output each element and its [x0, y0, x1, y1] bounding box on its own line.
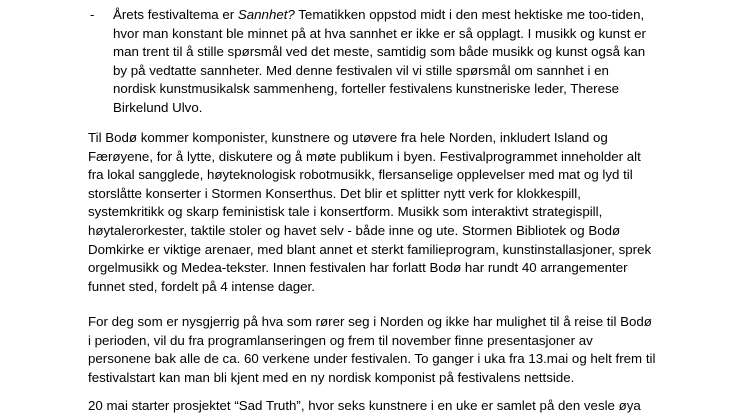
paragraph-presentations: For deg som er nysgjerrig på hva som rører seg i Norden og ikke har mulighet til å reise til Bodø i perioden, vil du fra programlanseringen og frem til november finne presentasjoner av personene bak alle de ca. 60 verkene under festivalen. To ganger i uka fra 13.mai og helt frem til festivalstart kan man bli kjent med en ny nordisk komponist på festivalens nettside. [88, 314, 656, 385]
festival-theme-emphasis: Sannhet? [237, 7, 295, 22]
bullet-text-start: Årets festivaltema er [113, 7, 238, 22]
paragraph-sad-truth: 20 mai starter prosjektet “Sad Truth”, hvor seks kunstnere i en uke er samlet på den vesle øya [88, 398, 641, 413]
bullet-item [90, 6, 653, 118]
bullet-text-rest: Tematikken oppstod midt i den mest hektiske me too-tiden, hvor man konstant ble minnet på at hva sannhet er ikke er så opplagt. I musikk og kunst er man trent til å stille spørsmål ved det meste, samtidig som både musikk og kunst også kan by på vedtatte sannheter. Med denne festivalen vil vi stille spørsmål om sannhet i en nordisk kunstmusikalsk sammenheng, forteller festivalens kunstneriske leder, Therese Birkelund Ulvo. [113, 7, 646, 115]
bullet-marker: - [90, 7, 95, 22]
paragraph-program: Til Bodø kommer komponister, kunstnere og utøvere fra hele Norden, inkludert Island og Færøyene, for å lytte, diskutere og å møte publikum i byen. Festivalprogrammet inneholder alt fra lokal sangglede, høyteknologisk robotmusikk, flersanselige opplevelser med mat og lyd til storslåtte konserter i Stormen Konserthus. Det blir et splitter nytt verk for klokkespill, systemkritikk og skarp feministisk tale i konsertform. Musikk som interaktivt strategispill, høytalerorkester, taktile stoler og havet selv - både inne og ute. Stormen Bibliotek og Bodø Domkirke er viktige arenaer, med blant annet et sterkt familieprogram, kunstinstallasjoner, sprek orgelmusikk og Medea-tekster. Innen festivalen har forlatt Bodø har rundt 40 arrangementer funnet sted, fordelt på 4 intense dager. [88, 130, 652, 294]
bullet-text [113, 6, 653, 118]
